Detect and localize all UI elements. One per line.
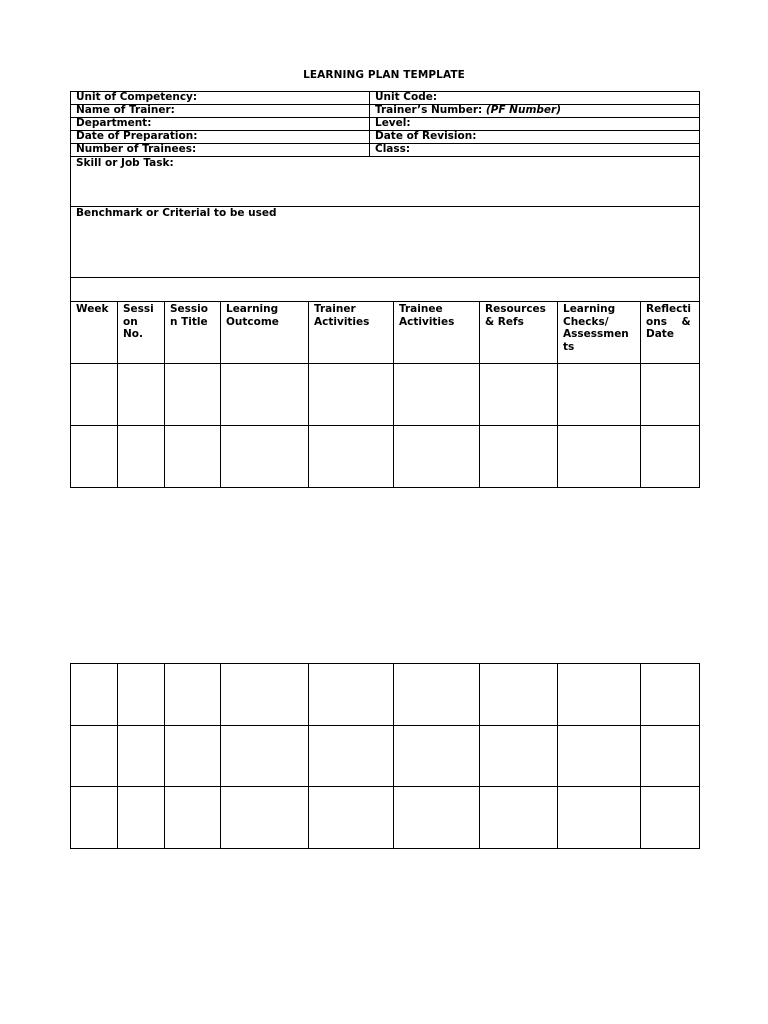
table-row (71, 426, 700, 488)
header-text-line: Checks/ (563, 315, 609, 328)
benchmark-row (71, 207, 700, 278)
header-learning-checks (558, 302, 641, 364)
unit-of-competency-field[interactable]: Unit of Competency: (71, 92, 370, 105)
table-cell[interactable] (480, 726, 558, 787)
header-text-line: & Refs (485, 315, 524, 328)
header-text-line: Learning (563, 303, 616, 315)
plan-table (70, 156, 700, 488)
table-cell[interactable] (309, 364, 394, 426)
trainers-number-label: Trainer’s Number: (375, 104, 483, 116)
table-cell[interactable] (71, 726, 118, 787)
header-reflections-date (641, 302, 700, 364)
table-cell[interactable] (641, 364, 700, 426)
header-text-line: Trainer (314, 303, 356, 315)
header-learning-outcome (221, 302, 309, 364)
table-row (71, 364, 700, 426)
table-cell[interactable] (118, 426, 165, 488)
header-text-line: Reflecti (646, 303, 691, 315)
table-cell[interactable] (558, 664, 641, 726)
table-cell[interactable] (558, 426, 641, 488)
info-row (71, 92, 700, 105)
table-cell[interactable] (221, 426, 309, 488)
table-cell[interactable] (221, 664, 309, 726)
table-cell[interactable] (480, 364, 558, 426)
table-cell[interactable] (71, 787, 118, 849)
table-cell[interactable] (165, 364, 221, 426)
header-text-line: ts (563, 340, 575, 353)
table-cell[interactable] (71, 426, 118, 488)
plan-table-continued (70, 663, 700, 849)
table-cell[interactable] (394, 664, 480, 726)
table-cell[interactable] (221, 364, 309, 426)
table-cell[interactable] (480, 787, 558, 849)
table-cell[interactable] (71, 364, 118, 426)
info-row (71, 131, 700, 144)
table-cell[interactable] (71, 664, 118, 726)
table-cell[interactable] (165, 426, 221, 488)
table-cell[interactable] (641, 787, 700, 849)
table-cell[interactable] (221, 726, 309, 787)
date-of-preparation-field[interactable]: Date of Preparation: (71, 131, 370, 144)
number-of-trainees-field[interactable]: Number of Trainees: (71, 144, 370, 157)
header-text-line: on (123, 315, 138, 328)
info-row (71, 105, 700, 118)
table-cell[interactable] (165, 787, 221, 849)
table-cell[interactable] (221, 787, 309, 849)
header-text-line: Assessmen (563, 328, 629, 340)
info-row (71, 118, 700, 131)
table-cell[interactable] (309, 664, 394, 726)
benchmark-field[interactable]: Benchmark or Criterial to be used (71, 207, 700, 278)
table-row (71, 787, 700, 849)
header-text-line: Activities (399, 315, 455, 328)
table-cell[interactable] (309, 426, 394, 488)
table-cell[interactable] (118, 664, 165, 726)
table-cell[interactable] (165, 726, 221, 787)
info-table (70, 91, 700, 157)
table-cell[interactable] (558, 787, 641, 849)
header-text-line: Sessio (170, 303, 208, 315)
header-trainee-activities (394, 302, 480, 364)
table-cell[interactable] (118, 726, 165, 787)
skill-row (71, 157, 700, 207)
table-cell[interactable] (309, 787, 394, 849)
unit-code-field[interactable]: Unit Code: (370, 92, 700, 105)
header-row (71, 302, 700, 364)
name-of-trainer-field[interactable]: Name of Trainer: (71, 105, 370, 118)
date-of-revision-field[interactable]: Date of Revision: (370, 131, 700, 144)
table-cell[interactable] (558, 726, 641, 787)
pf-number-hint: (PF Number) (485, 104, 561, 116)
header-text-line: ons & (646, 315, 691, 328)
department-field[interactable]: Department: (71, 118, 370, 131)
table-cell[interactable] (480, 664, 558, 726)
header-session-title (165, 302, 221, 364)
table-row (71, 726, 700, 787)
table-cell[interactable] (394, 426, 480, 488)
info-row (71, 144, 700, 157)
table-cell[interactable] (394, 364, 480, 426)
header-trainer-activities (309, 302, 394, 364)
header-text-line: No. (123, 328, 143, 340)
trainers-number-field[interactable] (370, 105, 700, 118)
table-cell[interactable] (641, 664, 700, 726)
header-text-line: Date (646, 328, 674, 340)
table-cell[interactable] (641, 426, 700, 488)
table-cell[interactable] (118, 364, 165, 426)
header-text-line: Learning (226, 303, 279, 315)
table-cell[interactable] (641, 726, 700, 787)
spacer-row (71, 278, 700, 302)
spacer-cell[interactable] (71, 278, 700, 302)
document-title: LEARNING PLAN TEMPLATE (303, 69, 465, 81)
table-row (71, 664, 700, 726)
table-cell[interactable] (394, 726, 480, 787)
header-text-line: Trainee (399, 303, 443, 315)
table-cell[interactable] (118, 787, 165, 849)
header-text-line: Outcome (226, 315, 279, 328)
class-field[interactable]: Class: (370, 144, 700, 157)
table-cell[interactable] (394, 787, 480, 849)
header-resources-refs (480, 302, 558, 364)
header-week: Week (71, 302, 118, 364)
header-text-line: Sessi (123, 303, 154, 315)
table-cell[interactable] (309, 726, 394, 787)
header-text-line: Resources (485, 303, 546, 315)
level-field[interactable]: Level: (370, 118, 700, 131)
header-text-line: Activities (314, 315, 370, 328)
header-session-no (118, 302, 165, 364)
header-text-line: n Title (170, 315, 208, 328)
skill-or-job-task-field[interactable]: Skill or Job Task: (71, 157, 700, 207)
table-cell[interactable] (558, 364, 641, 426)
table-cell[interactable] (480, 426, 558, 488)
table-cell[interactable] (165, 664, 221, 726)
